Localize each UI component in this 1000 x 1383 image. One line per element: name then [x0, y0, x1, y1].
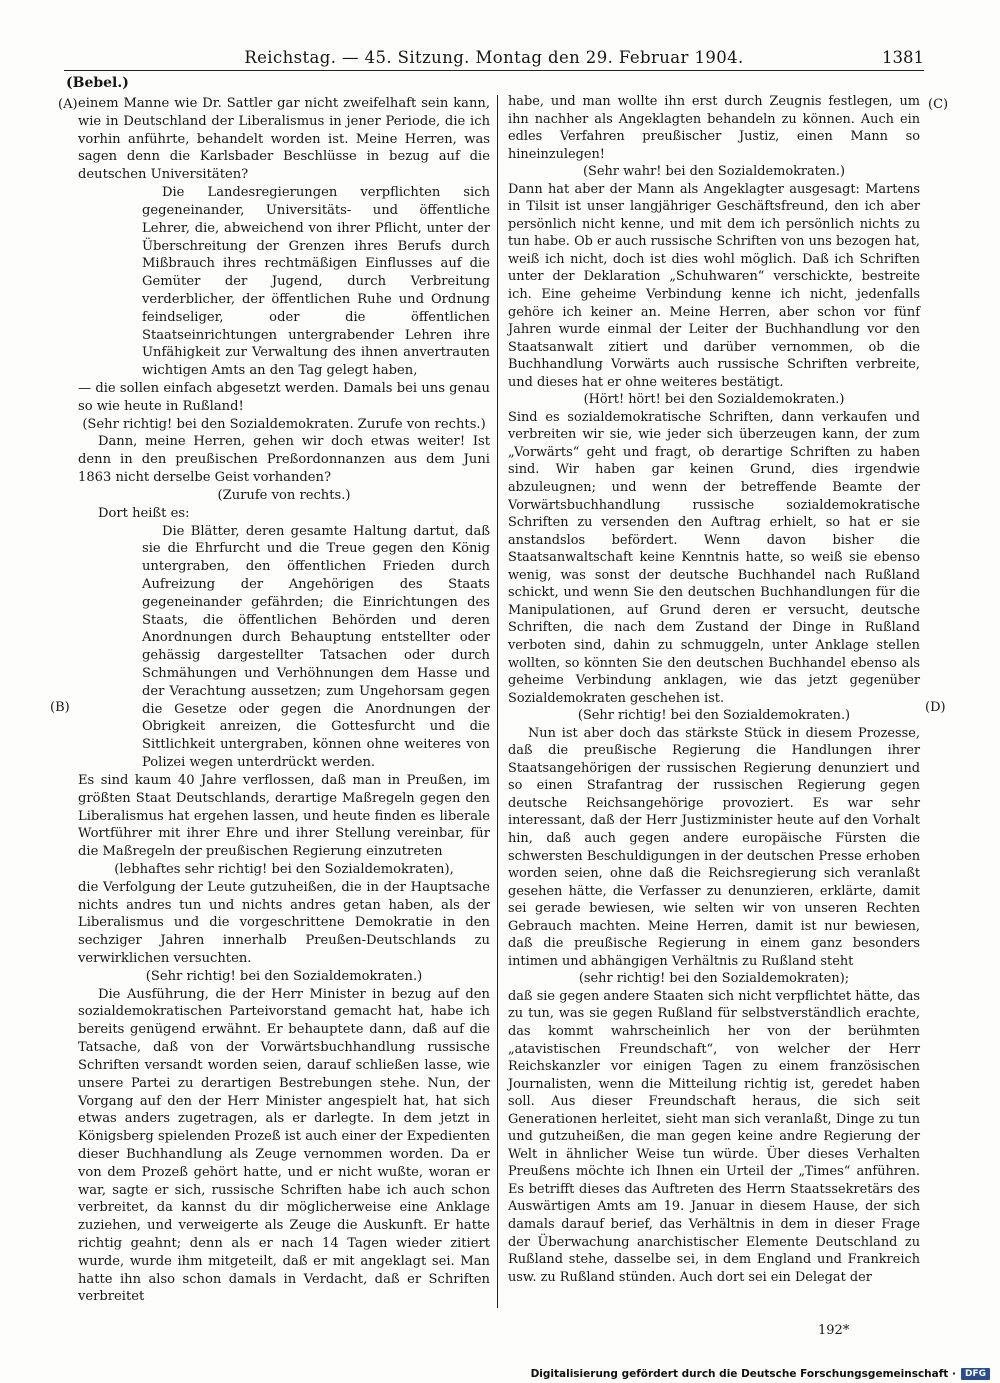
interjection: (Sehr richtig! bei den Sozialdemokraten.): [145, 968, 423, 984]
column-divider: [497, 95, 498, 1308]
signature-mark: 192*: [818, 1323, 850, 1338]
margin-marker-a: (A): [58, 97, 78, 112]
interjection: (Sehr wahr! bei den Sozialdemokraten.): [583, 164, 845, 180]
page-number: 1381: [882, 48, 924, 67]
interjection: (Sehr richtig! bei den Sozialdemokraten.): [577, 708, 851, 724]
margin-marker-d: (D): [925, 700, 946, 715]
interjection: (Zurufe von rechts.): [217, 487, 351, 503]
right-column: [508, 93, 920, 1286]
left-column: [78, 95, 490, 1306]
interjection: (sehr richtig! bei den Sozialdemokraten);: [578, 971, 850, 987]
margin-marker-c: (C): [928, 97, 949, 112]
header-title: Reichstag. — 45. Sitzung. Montag den 29. Februar 1904.: [244, 48, 744, 67]
interjection: (Hört! hört! bei den Sozialdemokraten.): [583, 392, 845, 408]
paragraph: Die Ausführung, die der Herr Minister in bezug auf den sozialdemokratischen Parteivorstand gemacht hat, habe ich bereits genügend erwähnt. Er behauptete dann, daß auf die Tatsache, daß von der Vorwärtsbuchhandlung russische Schriften versandt worden seien, darauf schließen lasse, wie unsere Partei zu derartigen Bestrebungen stehe. Nun, der Vorgang auf den der Herr Minister angespielt hat, hat sich etwas anders zugetragen, als er darlegte. In dem jetzt in Königsberg spielenden Prozeß ist auch einer der Expedienten dieser Buchhandlung als Zeuge vernommen worden. Da er von dem Prozeß gehört hatte, und er nicht wußte, woran er war, sagte er sich, russische Schriften habe ich auch schon verbreitet, da kannst du dir möglicherweise eine Anklage zuziehen, und verweigerte als Zeuge die Auskunft. Er hatte richtig geahnt; denn als er nach 14 Tagen wieder zitiert wurde, wurde ihm mitgeteilt, daß er mit angeklagt sei. Man hatte ihn also schon damals in Verdacht, daß er Schriften verbreitet: [78, 986, 490, 1305]
footer-text: Digitalisierung gefördert durch die Deutsche Forschungsgemeinschaft ·: [530, 1368, 956, 1380]
margin-marker-b: (B): [50, 700, 70, 715]
interjection: (Sehr richtig! bei den Sozialdemokraten. Zurufe von rechts.): [82, 416, 486, 432]
dfg-logo[interactable]: DFG: [961, 1368, 990, 1380]
paragraph: Dann, meine Herren, gehen wir doch etwas weiter! Ist denn in den preußischen Preßordonnanzen aus dem Juni 1863 nicht derselbe Geist vorhanden?: [78, 434, 490, 486]
page-header: [64, 46, 924, 71]
paragraph: die Verfolgung der Leute gutzuheißen, die in der Hauptsache nichts andres tun und nichts andres getan haben, als der Liberalismus und die vorgeschrittene Demokratie in den sechziger Jahren innerhalb Preußen-Deutschlands zu verwirklichen versuchten.: [78, 879, 490, 966]
paragraph: Die Blätter, deren gesamte Haltung dartut, daß sie die Ehrfurcht und die Treue gegen den König untergraben, den öffentlichen Frieden durch Aufreizung der Angehörigen des Staats gegeneinander gefährden; die Einrichtungen des Staats, die öffentlichen Behörden und deren Anordnungen durch Behauptung entstellter oder gehässig dargestellter Tatsachen oder durch Schmähungen und Verhöhnungen dem Hasse und der Verachtung aussetzen; zum Ungehorsam gegen die Gesetze oder gegen die Anordnungen der Obrigkeit anreizen, die Gottesfurcht und die Sittlichkeit untergraben, können ohne weiteres von Polizei wegen unterdrückt werden.: [142, 523, 490, 771]
paragraph: einem Manne wie Dr. Sattler gar nicht zweifelhaft sein kann, wie in Deutschland der Liberalismus in jener Periode, die ich vorhin anführte, behandelt worden ist. Meine Herren, was sagen denn die Karlsbader Beschlüsse in bezug auf die deutschen Universitäten?: [78, 96, 490, 183]
paragraph: — die sollen einfach abgesetzt werden. Damals bei uns genau so wie heute in Rußland!: [78, 381, 490, 414]
paragraph: daß sie gegen andere Staaten sich nicht verpflichtet hätte, das zu tun, was sie gegen Rußland für selbstverständlich erachte, das kommt wahrscheinlich her von der berühmten „atavistischen Freundschaft“, von welcher der Herr Reichskanzler vor einigen Tagen zu einem französischen Journalisten, wenn die Mitteilung richtig ist, geredet haben soll. Aus dieser Freundschaft heraus, die sich seit Generationen herleitet, sieht man sich veranlaßt, Dinge zu tun und gutzuheißen, die man gegen keine andre Regierung der Welt in ähnlicher Weise tun würde. Über dieses Verhalten Preußens möchte ich Ihnen ein Urteil der „Times“ anführen. Es betrifft dieses das Auftreten des Herrn Staatssekretärs des Auswärtigen Amts am 19. Januar in diesem Hause, der sich damals darauf berief, das Verhältnis in dem in dieser Frage der Überwachung anarchistischer Elemente Deutschland zu Rußland stehe, dasselbe sei, in dem England und Frankreich usw. zu Rußland stünden. Auch dort sei ein Delegat der: [508, 988, 920, 1285]
paragraph: Dann hat aber der Mann als Angeklagter ausgesagt: Martens in Tilsit ist unser langjähriger Geschäftsfreund, den ich aber persönlich nicht kenne, und mit dem ich persönlich nichts zu tun habe. Ob er auch russische Schriften von uns bezogen hat, weiß ich nicht, doch ist dies wohl möglich. Daß ich Schriften unter der Deklaration „Schuhwaren“ verschickte, bestreite ich. Eine geheime Verbindung kenne ich nicht, jedenfalls gehöre ich keiner an. Meine Herren, aber schon vor fünf Jahren wurde einmal der Leiter der Buchhandlung vor den Staatsanwalt zitiert und darüber vernommen, ob die Buchhandlung Vorwärts auch russische Schriften verbreite, und dieses hat er ohne weiteres bestätigt.: [508, 181, 920, 390]
paragraph: Nun ist aber doch das stärkste Stück in diesem Prozesse, daß die preußische Regierung die Handlungen ihrer Staatsangehörigen der russischen Regierung denunziert und so einen Strafantrag der russischen Regierung gegen deutsche Reichsangehörige provoziert. Es war sehr interessant, daß der Herr Justizminister heute auf den Vorhalt hin, daß auch gegen andere europäische Fürsten die schwersten Beschuldigungen in der deutschen Presse erhoben worden seien, ohne daß die Reichsregierung sich veranlaßt gesehen hätte, die Verfasser zu denunzieren, erklärte, damit sei gerade bewiesen, wie selten wir von unseren Rechten Gebrauch machten. Meine Herren, damit ist nur bewiesen, daß die preußische Regierung in einem ganz besonders intimen und abhängigen Verhältnis zu Rußland steht: [508, 725, 920, 969]
paragraph: Dort heißt es:: [98, 505, 190, 521]
paragraph: Es sind kaum 40 Jahre verflossen, daß man in Preußen, im größten Staat Deutschlands, derartige Maßregeln gegen den Liberalismus hat ergehen lassen, und heute finden es liberale Wortführer mit ihrer Ehre und ihrer Stellung vereinbar, für die Maßregeln der preußischen Regierung einzutreten: [78, 772, 490, 860]
footer: [531, 1367, 990, 1381]
interjection: (lebhaftes sehr richtig! bei den Sozialdemokraten),: [114, 861, 454, 877]
paragraph: Die Landesregierungen verpflichten sich gegeneinander, Universitäts- und öffentliche Lehrer, die, abweichend von ihrer Pflicht, unter der Überschreitung der Grenzen ihres Berufs durch Mißbrauch ihres rechtmäßigen Einflusses auf die Gemüter der Jugend, durch Verbreitung verderblicher, der öffentlichen Ruhe und Ordnung feindseliger, oder die öffentlichen Staatseinrichtungen untergrabender Lehren ihre Unfähigkeit zur Verwaltung des ihnen anvertrauten wichtigen Amts an den Tag gelegt haben,: [142, 185, 490, 379]
speaker-label: (Bebel.): [66, 75, 129, 91]
paragraph: habe, und man wollte ihn erst durch Zeugnis festlegen, um ihn nachher als Angeklagten behandeln zu können. Auch ein edles Verfahren preußischer Justiz, einen Mann so hineinzulegen!: [508, 94, 920, 162]
paragraph: Sind es sozialdemokratische Schriften, dann verkaufen und verbreiten wir sie, wie jeder sich überzeugen kann, der zum „Vorwärts“ geht und fragt, ob derartige Schriften zu haben sind. Wir haben gar keinen Grund, dies irgendwie abzuleugnen; und wenn der betreffende Beamte der Vorwärtsbuchhandlung russische sozialdemokratische Schriften zu versenden den Auftrag erhielt, so hat er sie anstandslos befördert. Wenn davon bisher die Staatsanwaltschaft keine Kenntnis hatte, so weiß sie ebenso wenig, was sonst der deutsche Buchhandel nach Rußland schickt, und wenn Sie den deutschen Buchhandlungen für die Manipulationen, auf Grund deren er versucht, deutsche Schriften, die nach dem Zustand der Dinge in Rußland verboten sind, dahin zu schmuggeln, unter Anklage stellen wollten, so könnten Sie den deutschen Buchhandel ebenso als geheime Verbindung anklagen, wie das jetzt gegenüber Sozialdemokraten geschehen ist.: [508, 409, 920, 706]
